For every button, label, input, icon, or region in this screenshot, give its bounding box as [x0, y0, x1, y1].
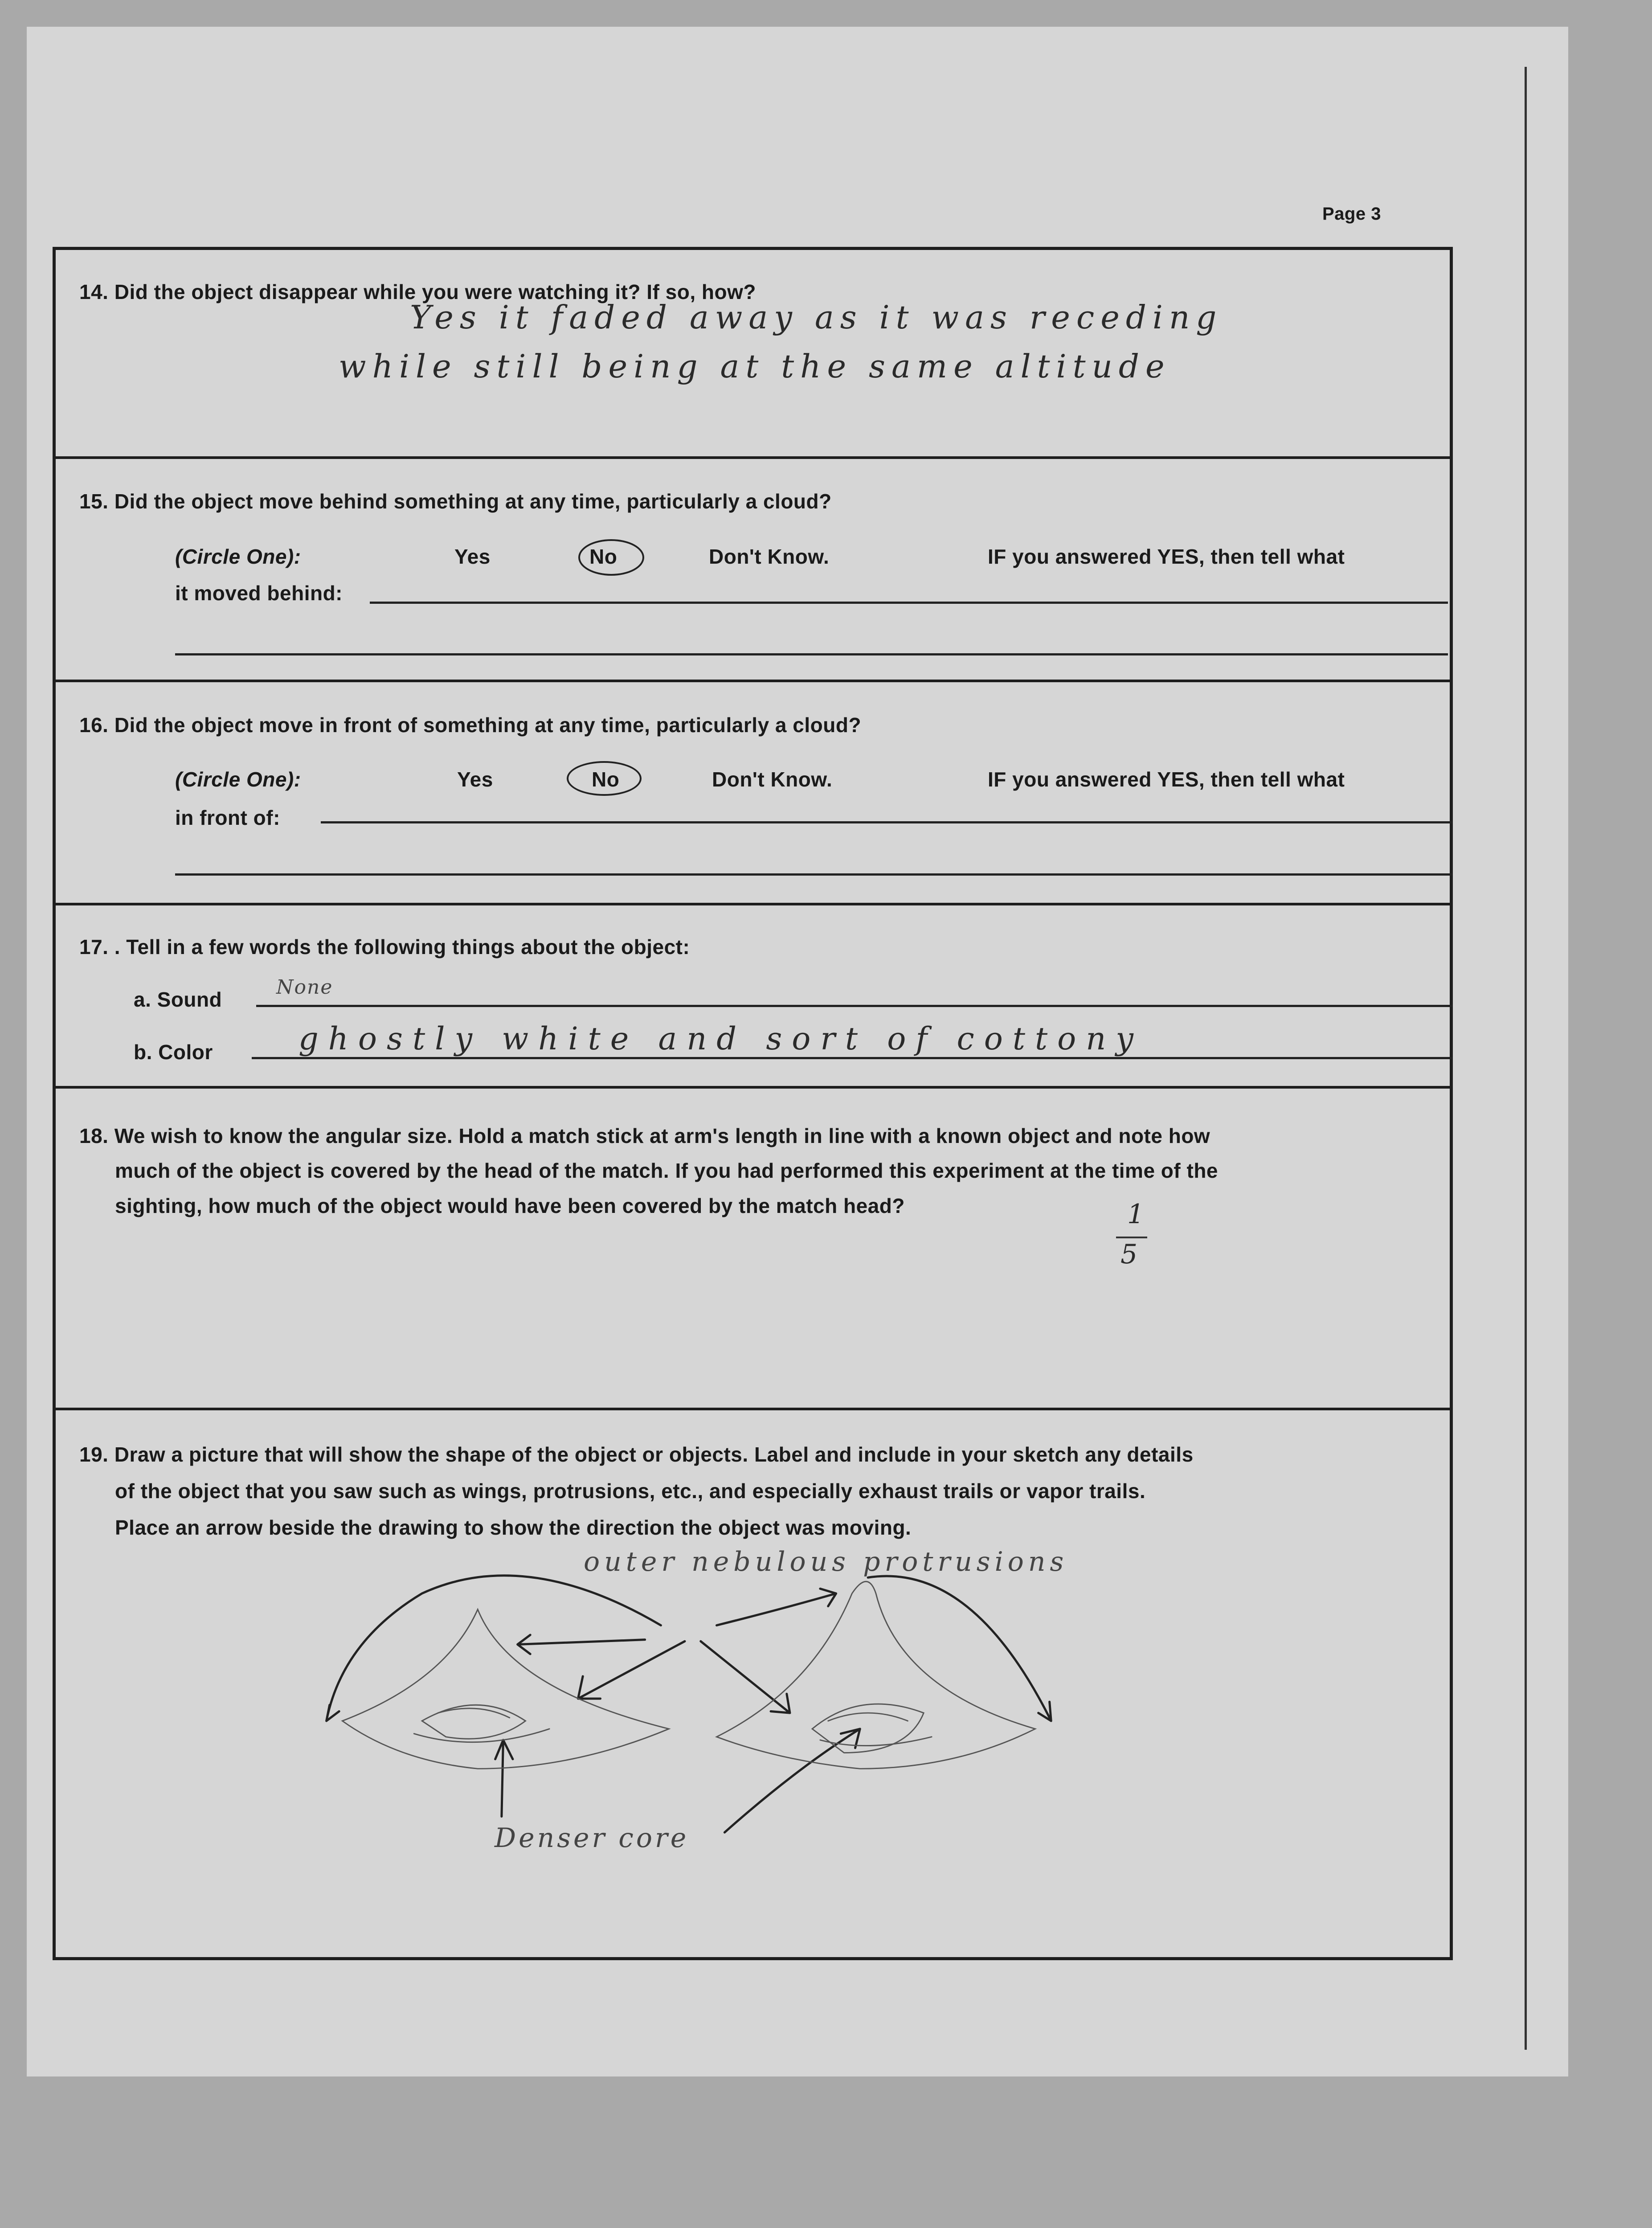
q18-fraction-bar	[1116, 1237, 1147, 1238]
q15-circle-label: (Circle One):	[175, 545, 301, 568]
q15-option-no[interactable]: No	[589, 545, 617, 568]
q18-line3: sighting, how much of the object would have been covered by the match head?	[115, 1194, 905, 1217]
object-right-outline	[717, 1581, 1035, 1769]
q19-line1: 19. Draw a picture that will show the shape of the object or objects. Label and include in your sketch any details	[79, 1443, 1194, 1466]
object-sketch	[303, 1530, 1067, 1848]
q15-option-yes[interactable]: Yes	[454, 545, 491, 568]
arrow-right-up	[717, 1589, 836, 1625]
q16-answer-line-2[interactable]	[175, 873, 1452, 876]
q15-if-yes-text: IF you answered YES, then tell what	[988, 545, 1345, 568]
section-divider	[53, 903, 1453, 905]
q18-answer-numerator: 1	[1127, 1199, 1151, 1230]
q17-color-value: ghostly white and sort of cottony	[299, 1020, 1143, 1057]
page-edge-line	[1525, 67, 1527, 2050]
q19-sketch-label-bottom: Denser core	[495, 1823, 689, 1854]
q16-circled-answer	[567, 761, 642, 796]
arrow-right-down	[701, 1641, 790, 1713]
q17-sound-value: None	[276, 976, 333, 999]
page-label: Page 3	[1322, 204, 1381, 224]
q16-option-no[interactable]: No	[592, 768, 620, 791]
arrow-right-arc	[868, 1576, 1051, 1721]
q16-circle-label: (Circle One):	[175, 768, 301, 791]
arrow-left-down	[578, 1641, 685, 1699]
q18-answer-denominator: 5	[1120, 1239, 1144, 1270]
q15-question: 15. Did the object move behind something at any time, particularly a cloud?	[79, 490, 832, 513]
q17-color-line[interactable]	[252, 1057, 1452, 1059]
arrow-left	[518, 1635, 645, 1654]
q16-option-yes[interactable]: Yes	[457, 768, 493, 791]
q17-question: 17. . Tell in a few words the following things about the object:	[79, 935, 690, 958]
q15-answer-line[interactable]	[370, 602, 1448, 604]
q15-followup-label: it moved behind:	[175, 582, 343, 605]
q14-answer-line2: while still being at the same altitude	[339, 348, 1171, 385]
q15-answer-line-2[interactable]	[175, 653, 1448, 655]
section-divider	[53, 1086, 1453, 1089]
q16-question: 16. Did the object move in front of something at any time, particularly a cloud?	[79, 713, 862, 737]
q16-followup-label: in front of:	[175, 806, 280, 829]
q16-option-dont-know[interactable]: Don't Know.	[712, 768, 833, 791]
section-divider	[53, 680, 1453, 682]
q14-answer-line1: Yes it faded away as it was receding	[410, 299, 1223, 336]
q18-line2: much of the object is covered by the head of the match. If you had performed this experiment at the time of the	[115, 1159, 1219, 1182]
arrows	[327, 1576, 1051, 1832]
q17-sound-line[interactable]	[256, 1005, 1452, 1007]
arrow-core-left	[495, 1740, 513, 1817]
q16-answer-line[interactable]	[321, 821, 1452, 823]
section-divider	[53, 1408, 1453, 1410]
q18-line1: 18. We wish to know the angular size. Hold a match stick at arm's length in line with a known object and note how	[79, 1124, 1210, 1147]
q16-if-yes-text: IF you answered YES, then tell what	[988, 768, 1345, 791]
q19-sketch-label-top: outer nebulous protrusions	[584, 1546, 1068, 1577]
q19-line3: Place an arrow beside the drawing to show the direction the object was moving.	[115, 1516, 912, 1539]
q17-color-label: b. Color	[134, 1040, 213, 1064]
section-divider	[53, 456, 1453, 459]
q15-circled-answer	[578, 539, 644, 576]
q17-sound-label: a. Sound	[134, 988, 222, 1011]
q19-line2: of the object that you saw such as wings, protrusions, etc., and especially exhaust trails or vapor trails.	[115, 1479, 1146, 1503]
q15-option-dont-know[interactable]: Don't Know.	[709, 545, 830, 568]
arrow-left-arc	[327, 1576, 661, 1721]
q14-question: 14. Did the object disappear while you were watching it? If so, how?	[79, 280, 756, 303]
